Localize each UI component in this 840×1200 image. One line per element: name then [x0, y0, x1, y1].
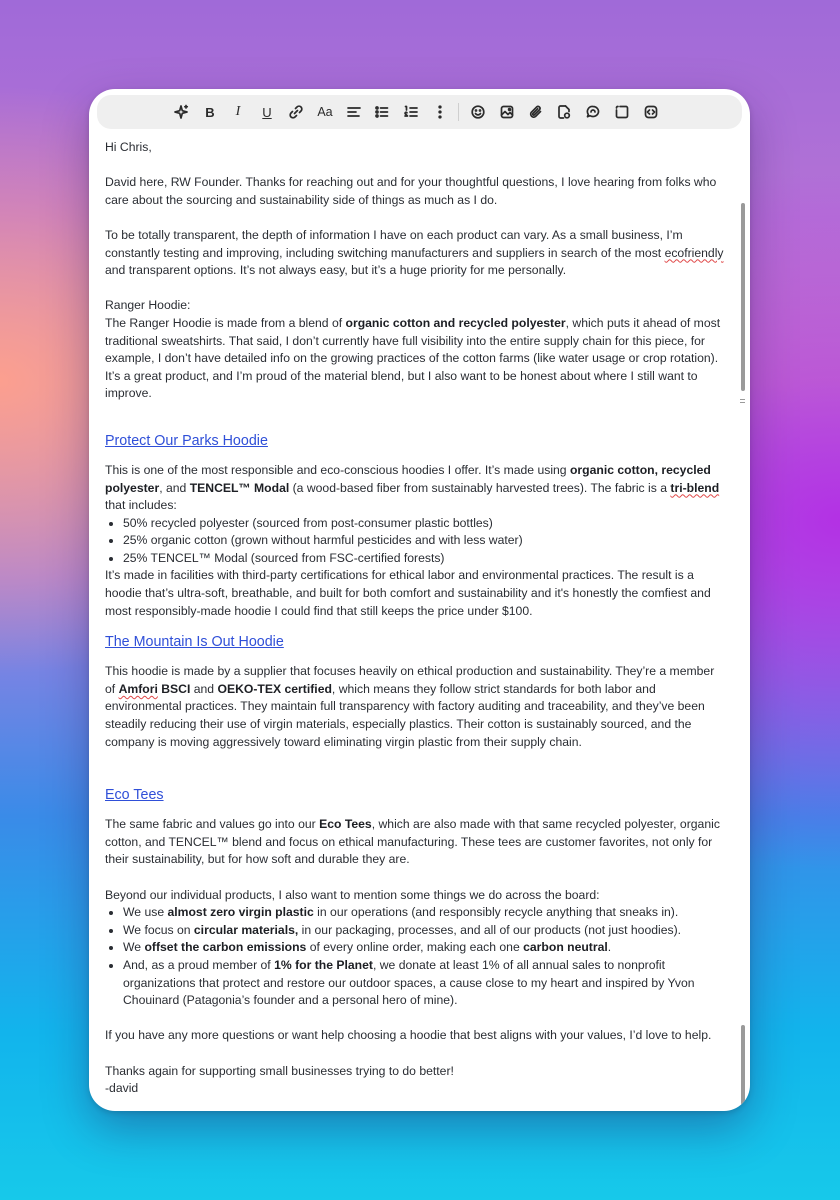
spellcheck-word: ecofriendly — [664, 245, 724, 260]
signature: -david — [105, 1081, 139, 1096]
list-item: • 25% organic cotton (grown without harmful pesticides and with less water) — [123, 532, 727, 550]
italic-icon[interactable]: I — [235, 104, 241, 119]
file-icon[interactable] — [554, 102, 574, 122]
toolbar-divider — [458, 103, 459, 121]
list-item: • We offset the carbon emissions of every online order, making each one carbon neutral. — [123, 939, 727, 957]
parks-hoodie-heading — [105, 431, 727, 451]
bullet-list-icon[interactable] — [372, 102, 392, 122]
ranger-paragraph: The Ranger Hoodie is made from a blend of organic cotton and recycled polyester, which puts it ahead of most traditional sweatshirts. That said, I don’t currently have full visibility into the entire supply chain for this piece, for example, I don’t have detailed info on the growing practices of the cotton farms (like water usage or crop rotation). It’s a great product, and I’m proud of the material blend, but I also want to be honest about where I still want to improve. — [105, 315, 721, 401]
transparency-paragraph: To be totally transparent, the depth of information I have on each product can vary. As a small business, I’m constantly testing and improving, including switching manufacturers and suppliers in search of the most ecofriendly and transparent options. It’s not always easy, but it’s a huge priority for me personally. — [105, 227, 724, 278]
link-icon[interactable] — [286, 102, 306, 122]
ranger-title: Ranger Hoodie: — [105, 298, 191, 313]
parks-paragraph: This is one of the most responsible and eco-conscious hoodies I offer. It’s made using organic cotton, recycled polyester, and TENCEL™ Modal (a wood-based fiber from sustainably harvested trees). The fabric is a tri-blend that includes: — [105, 462, 720, 513]
snippet-icon[interactable] — [612, 102, 632, 122]
ai-sparkle-icon[interactable] — [171, 102, 191, 122]
thanks-line: Thanks again for supporting small businesses trying to do better! — [105, 1063, 454, 1078]
mountain-hoodie-heading — [105, 632, 727, 652]
parks-after-paragraph: It’s made in facilities with third-party certifications for ethical labor and environmental practices. The result is a hoodie that’s ultra-soft, breathable, and built for both comfort and sustainability and it's honestly the comfiest and most responsibly-made hoodie I could find that still keeps the price under $100. — [105, 568, 711, 618]
formatting-toolbar — [97, 95, 742, 129]
list-item: • And, as a proud member of 1% for the Planet, we donate at least 1% of all annual sales to nonprofit organizations that protect and restore our outdoor spaces, a cause close to my heart and inspired by Yvon Chouinard (Patagonia’s founder and a personal hero of mine). — [123, 957, 727, 1010]
emoji-icon[interactable] — [468, 102, 488, 122]
align-icon[interactable] — [344, 102, 364, 122]
eco-paragraph: The same fabric and values go into our Eco Tees, which are also made with that same recycled polyester, organic cotton, and TENCEL™ blend and focus on ethical manufacturing. These tees are customer favorites, not only for their sustainability, but for how soft and durable they are. — [105, 817, 720, 867]
mountain-hoodie-link[interactable]: The Mountain Is Out Hoodie — [105, 634, 284, 651]
list-item: • We focus on circular materials, in our packaging, processes, and all of our products (not just hoodies). — [123, 922, 727, 940]
scrollbar-thumb-bottom[interactable] — [741, 1025, 745, 1105]
intro-paragraph: David here, RW Founder. Thanks for reaching out and for your thoughtful questions, I love hearing from folks who care about the sourcing and sustainability side of things as much as I do. — [105, 175, 717, 207]
email-composer-window — [89, 89, 750, 1111]
font-size-icon[interactable]: Aa — [317, 105, 333, 119]
scrollbar[interactable] — [740, 203, 746, 1103]
eco-tees-heading — [105, 785, 727, 805]
chat-icon[interactable] — [583, 102, 603, 122]
image-icon[interactable] — [497, 102, 517, 122]
scroll-grip-icon — [740, 399, 746, 407]
list-item: • We use almost zero virgin plastic in our operations (and responsibly recycle anything that sneaks in). — [123, 904, 727, 922]
beyond-paragraph: Beyond our individual products, I also want to mention some things we do across the board: — [105, 887, 600, 902]
code-icon[interactable] — [641, 102, 661, 122]
board-list — [105, 904, 727, 1010]
list-item: • 50% recycled polyester (sourced from post-consumer plastic bottles) — [123, 515, 727, 533]
more-icon[interactable] — [430, 102, 450, 122]
mountain-paragraph: This hoodie is made by a supplier that focuses heavily on ethical production and sustainability. They’re a member of Amfori BSCI and OEKO-TEX certified, which means they follow strict standards for both labor and environmental practices. They maintain full transparency with factory auditing and traceability, and they’ve been steadily reducing their use of virgin materials, especially plastics. Their cotton is sustainably sourced, and the company is moving aggressively toward eliminating virgin plastic from their supply chain. — [105, 664, 715, 749]
eco-tees-link[interactable]: Eco Tees — [105, 787, 164, 804]
questions-paragraph: If you have any more questions or want help choosing a hoodie that best aligns with your values, I’d love to help. — [105, 1028, 712, 1043]
parks-hoodie-link[interactable]: Protect Our Parks Hoodie — [105, 432, 268, 449]
list-item: • 25% TENCEL™ Modal (sourced from FSC-certified forests) — [123, 550, 727, 568]
numbered-list-icon[interactable] — [401, 102, 421, 122]
email-body[interactable] — [105, 139, 727, 1099]
scrollbar-thumb-top[interactable] — [741, 203, 745, 391]
underline-icon[interactable]: U — [262, 104, 272, 120]
bold-icon[interactable]: B — [205, 104, 215, 120]
attachment-icon[interactable] — [526, 102, 546, 122]
greeting: Hi Chris, — [105, 140, 152, 154]
fabric-list — [105, 515, 727, 568]
